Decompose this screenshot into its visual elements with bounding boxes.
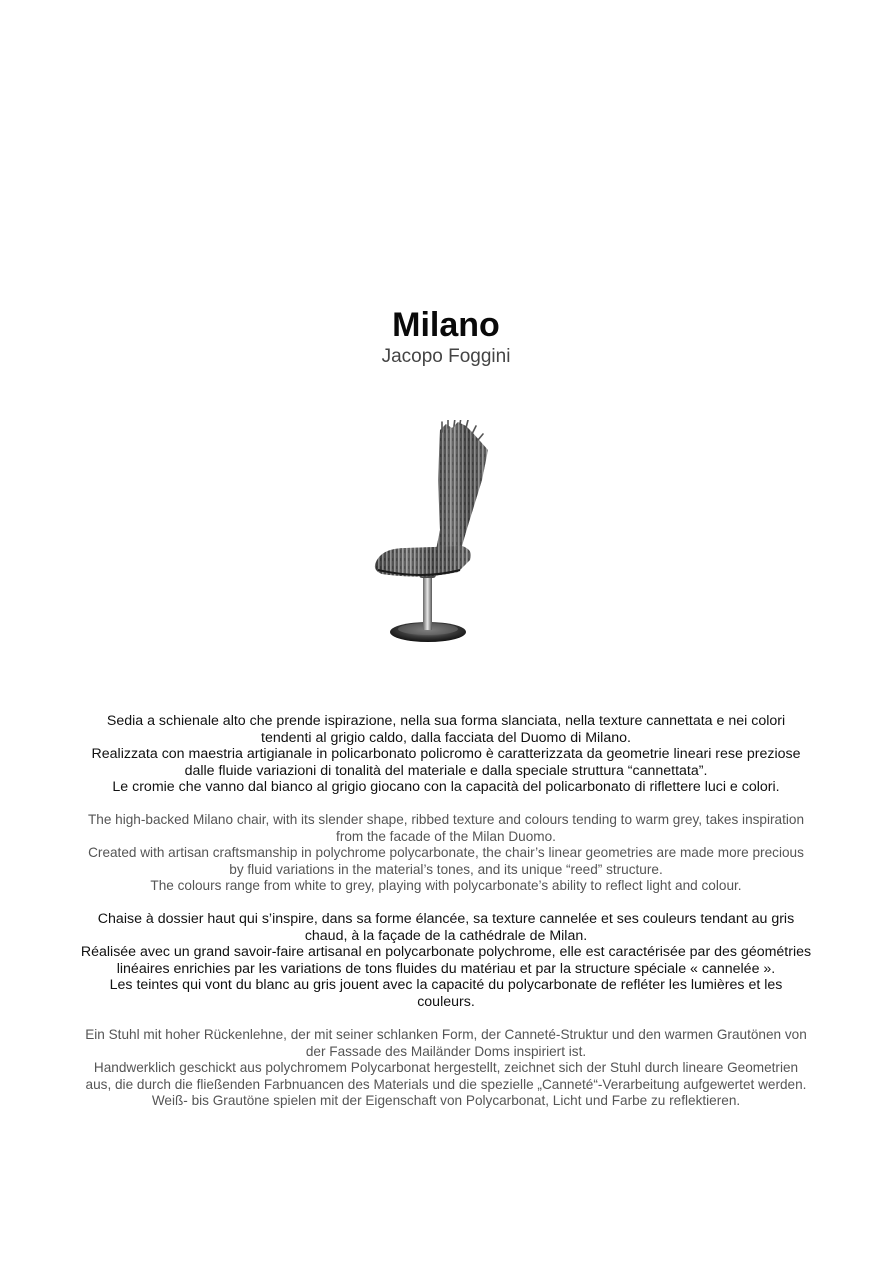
french-paragraph-2: Réalisée avec un grand savoir-faire artisanal en polycarbonate polychrome, elle est caractérisée par des géométries linéaires enrichies par les variations de tons fluides du matériau et par la structure spéciale « cannelée ».	[80, 944, 812, 977]
italian-description	[80, 713, 812, 796]
german-description	[80, 1027, 812, 1110]
german-paragraph-1: Ein Stuhl mit hoher Rückenlehne, der mit seiner schlanken Form, der Canneté-Struktur und den warmen Grautönen von der Fassade des Mailänder Doms inspiriert ist.	[85, 1027, 807, 1059]
german-paragraph-3: Weiß- bis Grautöne spielen mit der Eigenschaft von Polycarbonat, Licht und Farbe zu reflektieren.	[151, 1093, 741, 1108]
italian-paragraph-3: Le cromie che vanno dal bianco al grigio giocano con la capacità del policarbonato di riflettere luci e colori.	[112, 779, 780, 795]
chair-image	[362, 420, 492, 646]
product-title: Milano	[392, 306, 500, 344]
designer-name: Jacopo Foggini	[381, 346, 511, 367]
english-paragraph-2: Created with artisan craftsmanship in polychrome polycarbonate, the chair’s linear geometries are made more precious by fluid variations in the material’s tones, and its unique “reed” structure.	[88, 845, 804, 877]
english-paragraph-3: The colours range from white to grey, playing with polycarbonate’s ability to reflect light and colour.	[150, 878, 742, 893]
french-paragraph-1: Chaise à dossier haut qui s’inspire, dans sa forme élancée, sa texture cannelée et ses couleurs tendant au gris chaud, à la façade de la cathédrale de Milan.	[97, 911, 795, 944]
french-description	[80, 911, 812, 1010]
german-paragraph-2: Handwerklich geschickt aus polychromem Polycarbonat hergestellt, zeichnet sich der Stuhl durch lineare Geometrien aus, die durch die fließenden Farbnuancen des Materials und die spezielle „Canneté“-Verarbeitung aufgewertet werden.	[85, 1060, 807, 1092]
english-paragraph-1: The high-backed Milano chair, with its slender shape, ribbed texture and colours tending to warm grey, takes inspiration from the facade of the Milan Duomo.	[87, 812, 805, 844]
french-paragraph-3: Les teintes qui vont du blanc au gris jouent avec la capacité du polycarbonate de refléter les lumières et les couleurs.	[109, 977, 783, 1010]
english-description	[80, 812, 812, 895]
italian-paragraph-1: Sedia a schienale alto che prende ispirazione, nella sua forma slanciata, nella texture cannettata e nei colori tendenti al grigio caldo, dalla facciata del Duomo di Milano.	[106, 713, 786, 746]
italian-paragraph-2: Realizzata con maestria artigianale in policarbonato policromo è caratterizzata da geometrie lineari rese preziose dalle fluide variazioni di tonalità del materiale e dalla speciale struttura “cannettata”.	[91, 746, 801, 779]
